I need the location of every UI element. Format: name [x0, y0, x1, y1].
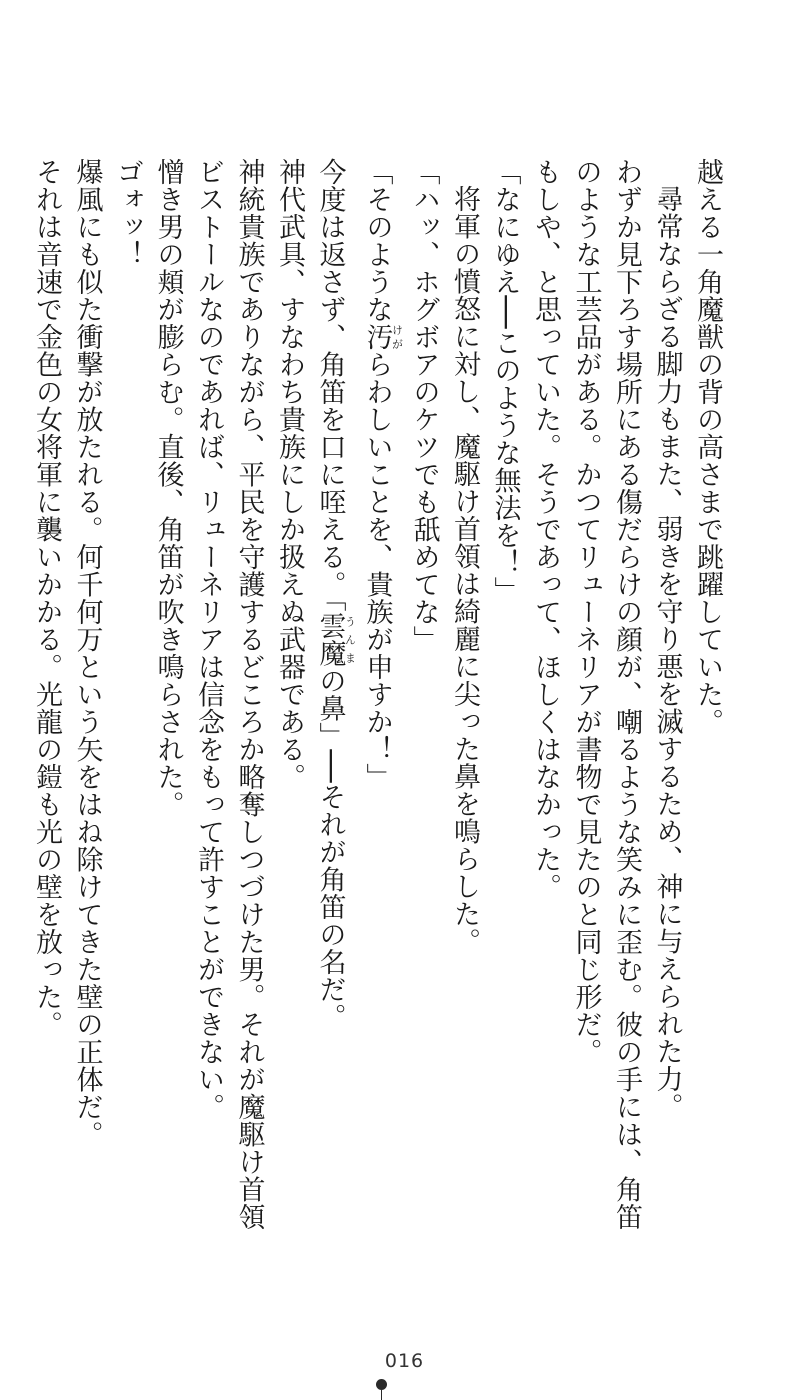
text-line: ゴォッ！ — [112, 158, 143, 268]
folio-dot-ornament — [376, 1379, 387, 1390]
ruby-word: 汚けが — [361, 323, 404, 351]
text-line: 将軍の憤怒に対し、魔駆け首領は綺麗に尖った鼻を鳴らした。 — [449, 185, 480, 955]
text-line: ビストールなのであれば、リューネリアは信念をもって許すことができない。 — [193, 158, 224, 1121]
text-line: もしや、と思っていた。そうであって、ほしくはなかった。 — [530, 158, 561, 901]
text-line: 今度は返さず、角笛を口に咥える。「雲魔うんまの鼻」──それが角笛の名だ。 — [314, 158, 357, 1031]
text-line: 「ハッ、ホグボアのケツでも舐めてな」 — [408, 158, 440, 653]
text-line: 尋常ならざる脚力もまた、弱きを守り悪を滅するため、神に与えられた力。 — [651, 185, 683, 1120]
text-line: 「そのような汚けがらわしいことを、貴族が申すか！」 — [361, 158, 404, 791]
ruby-reading: けが — [390, 323, 404, 351]
text-line: 神統貴族でありながら、平民を守護するどころか略奪しつづけた男。それが魔駆け首領 — [233, 158, 265, 1231]
text-line: 爆風にも似た衝撃が放たれる。何千何万という矢をはね除けてきた壁の正体だ。 — [71, 158, 103, 1148]
text-line: のような工芸品がある。かつてリューネリアが書物で見たのと同じ形だ。 — [570, 158, 602, 1066]
text-line: 憎き男の頬が膨らむ。直後、角笛が吹き鳴らされた。 — [152, 158, 184, 818]
text-line: 「なにゆえ──このような無法を！」 — [489, 158, 521, 605]
ruby-reading: うんま — [343, 612, 357, 667]
vertical-text-body — [31, 158, 727, 1298]
text-line: それは音速で金色の女将軍に襲いかかる。光龍の鎧も光の壁を放った。 — [31, 158, 62, 1038]
text-line: 神代武具、すなわち貴族にしか扱えぬ武器である。 — [274, 158, 305, 791]
ruby-word: 雲魔うんま — [314, 612, 357, 667]
folio-rule-ornament — [381, 1390, 382, 1400]
text-line: わずか見下ろす場所にある傷だらけの顔が、嘲るような笑みに歪む。彼の手には、角笛 — [611, 158, 642, 1231]
text-line: 越える一角魔獣の背の高さまで跳躍していた。 — [692, 158, 723, 736]
page-number: 016 — [384, 1350, 425, 1372]
